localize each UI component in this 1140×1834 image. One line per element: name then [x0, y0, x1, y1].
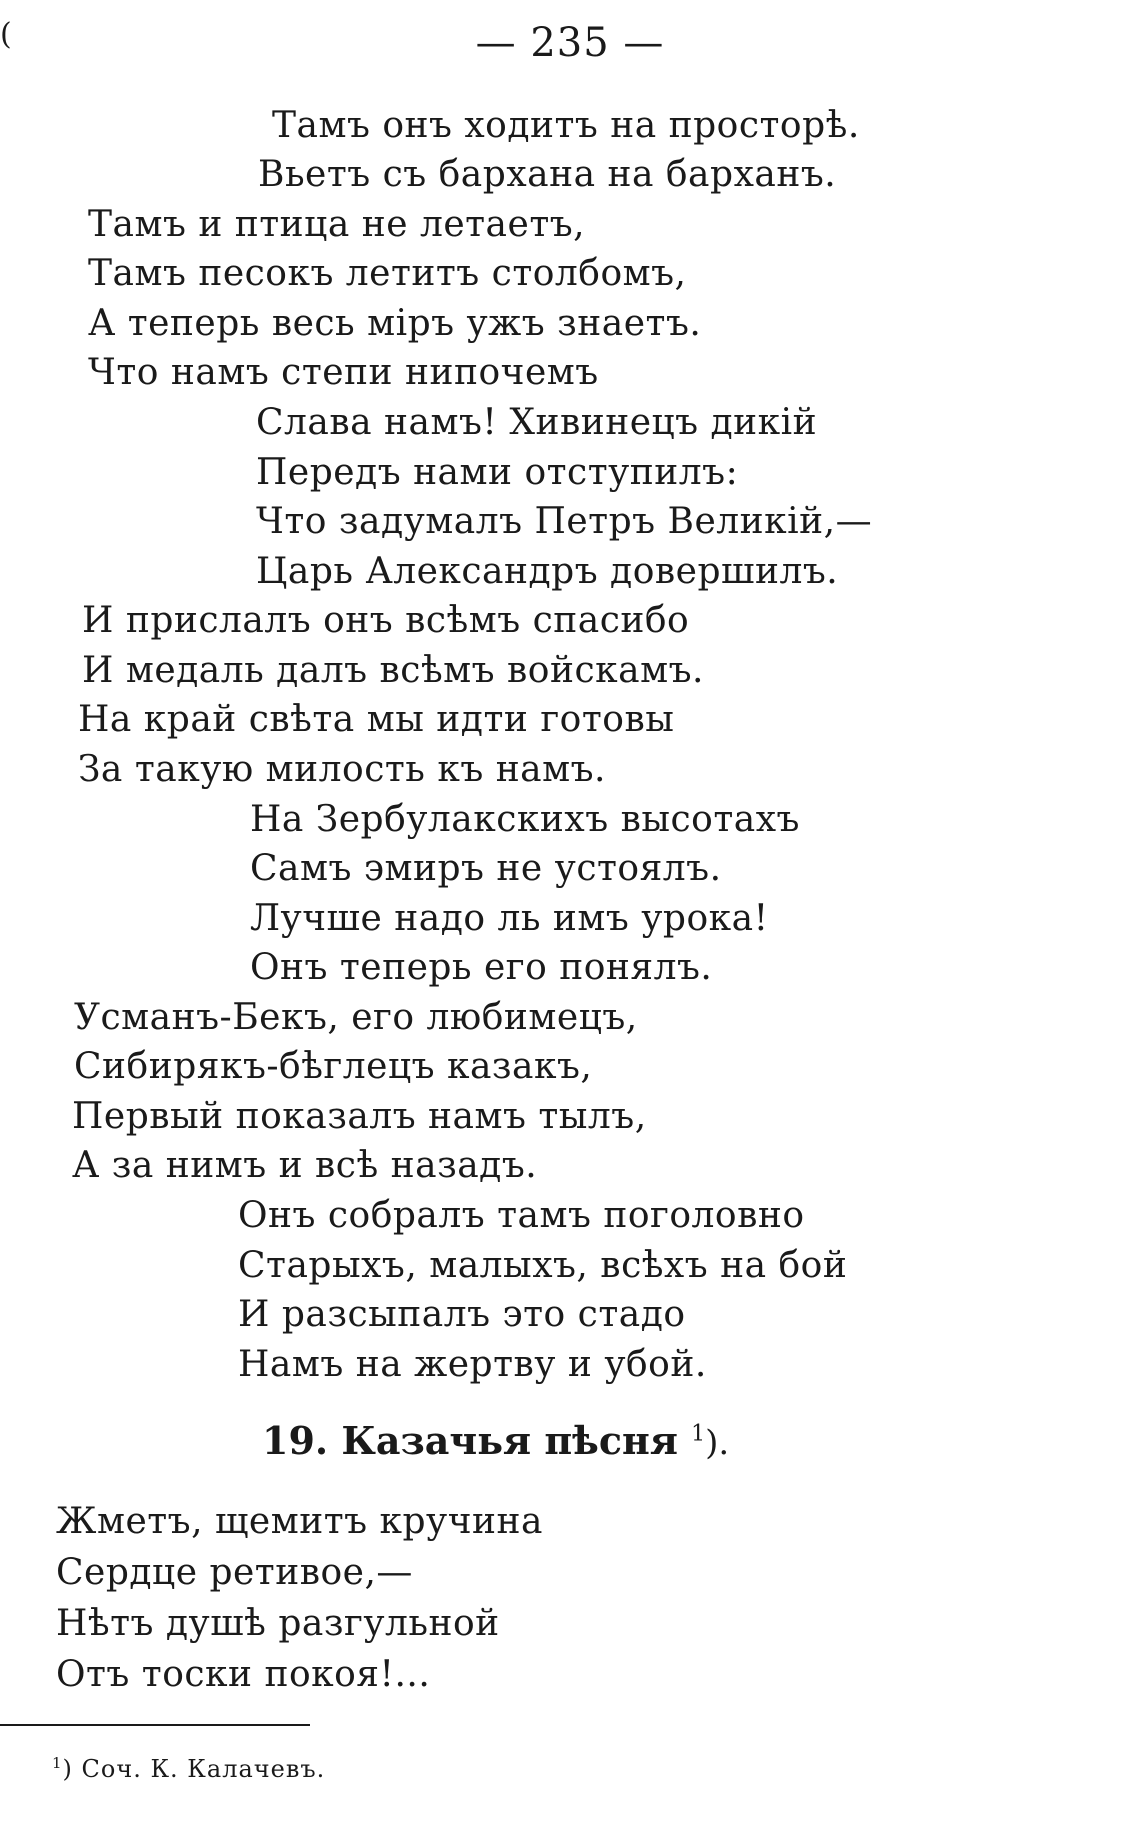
- poem-line: Слава намъ! Хивинецъ дикій: [256, 402, 818, 443]
- poem-line: За такую милость къ намъ.: [78, 749, 606, 790]
- poem-line: Вьетъ съ бархана на барханъ.: [258, 154, 837, 195]
- song-number: 19.: [262, 1418, 329, 1463]
- song-line: Нѣтъ душѣ разгульной: [56, 1603, 500, 1644]
- footnote-marker: 1: [52, 1754, 63, 1772]
- poem-line: Лучше надо ль имъ урока!: [250, 898, 769, 939]
- footnote-reference: 1: [691, 1421, 706, 1447]
- poem-line: На край свѣта мы идти готовы: [78, 699, 675, 740]
- poem-line: И прислалъ онъ всѣмъ спасибо: [82, 600, 690, 641]
- poem-line: Царь Александръ довершилъ.: [256, 551, 839, 592]
- poem-line: И медаль далъ всѣмъ войскамъ.: [82, 650, 704, 691]
- poem-line: Первый показалъ намъ тылъ,: [72, 1096, 647, 1137]
- song-title: Казачья пѣсня: [341, 1418, 678, 1463]
- song-heading: [262, 1418, 730, 1463]
- poem-line: Тамъ и птица не летаетъ,: [88, 204, 586, 245]
- footnote-text: ) Соч. К. Калачевъ.: [62, 1755, 326, 1783]
- poem-line: Тамъ онъ ходитъ на просторѣ.: [272, 105, 860, 146]
- poem-line: Онъ теперь его понялъ.: [250, 947, 713, 988]
- poem-line: Намъ на жертву и убой.: [238, 1344, 707, 1385]
- song-line: Отъ тоски покоя!...: [56, 1654, 431, 1695]
- poem-line: Онъ собралъ тамъ поголовно: [238, 1195, 805, 1236]
- poem-line: А теперь весь міръ ужъ знаетъ.: [88, 303, 702, 344]
- heading-paren: ).: [705, 1423, 730, 1463]
- footnote: [52, 1756, 325, 1781]
- margin-mark: (: [0, 17, 12, 52]
- poem-line: На Зербулакскихъ высотахъ: [250, 799, 800, 840]
- song-line: Сердце ретивое,—: [56, 1552, 413, 1593]
- poem-line: Передъ нами отступилъ:: [256, 452, 739, 493]
- poem-line: Усманъ-Бекъ, его любимецъ,: [74, 997, 638, 1038]
- poem-line: Что намъ степи нипочемъ: [88, 352, 599, 393]
- poem-line: Тамъ песокъ летитъ столбомъ,: [88, 253, 687, 294]
- poem-line: Сибирякъ-бѣглецъ казакъ,: [74, 1046, 593, 1087]
- poem-line: И разсыпалъ это стадо: [238, 1294, 686, 1335]
- poem-line: Старыхъ, малыхъ, всѣхъ на бой: [238, 1245, 848, 1286]
- page-number: — 235 —: [475, 20, 665, 66]
- poem-line: А за нимъ и всѣ назадъ.: [72, 1145, 538, 1186]
- poem-line: Самъ эмиръ не устоялъ.: [250, 848, 722, 889]
- poem-line: Что задумалъ Петръ Великій,—: [256, 501, 873, 542]
- song-line: Жметъ, щемитъ кручина: [56, 1501, 543, 1542]
- footnote-divider: [0, 1724, 310, 1726]
